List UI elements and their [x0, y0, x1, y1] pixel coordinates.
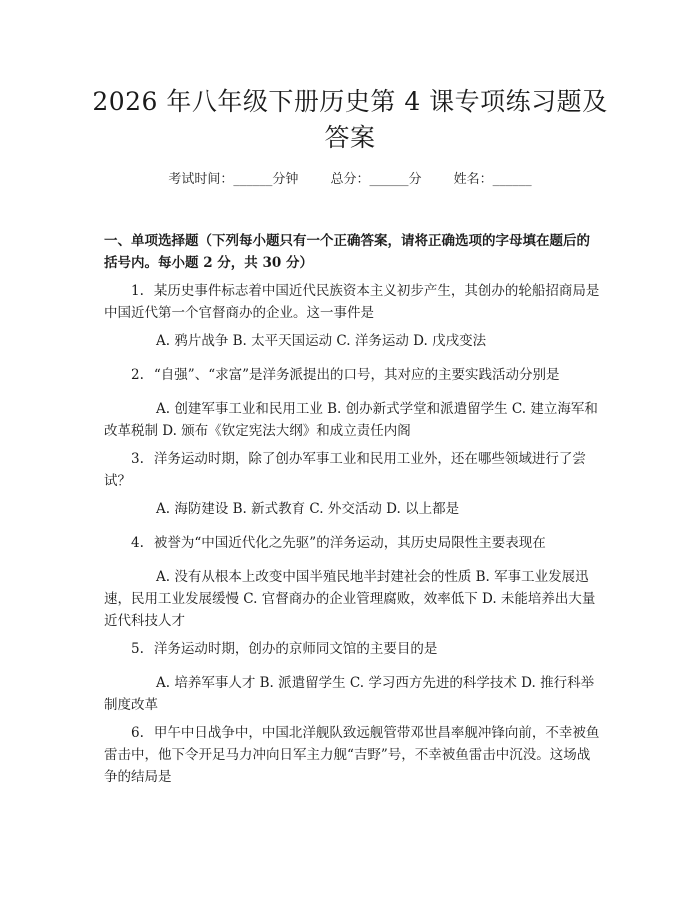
question-4 [104, 532, 600, 554]
question-2 [104, 364, 600, 386]
question-number: 6. [131, 725, 144, 741]
question-4-options: A. 没有从根本上改变中国半殖民地半封建社会的性质 B. 军事工业发展迅速，民用工业发展缓慢 C. 官督商办的企业管理腐败，效率低下 D. 未能培养出大量近代科技人才 [104, 569, 596, 629]
question-text: 洋务运动时期，创办的京师同文馆的主要目的是 [153, 641, 438, 657]
question-6 [104, 722, 600, 788]
question-2-options: A. 创建军事工业和民用工业 B. 创办新式学堂和派遣留学生 C. 建立海军和改革税制 D. 颁布《钦定宪法大纲》和成立责任内阁 [104, 401, 598, 439]
exam-info [0, 168, 700, 187]
question-text: 某历史事件标志着中国近代民族资本主义初步产生，其创办的轮船招商局是中国近代第一个官督商办的企业。这一事件是 [104, 283, 600, 321]
question-number: 5. [131, 641, 144, 657]
section-heading: 一、单项选择题（下列每小题只有一个正确答案，请将正确选项的字母填在题后的括号内。每小题 2 分，共 30 分） [104, 233, 590, 271]
question-number: 3. [131, 451, 144, 467]
question-text: 洋务运动时期，除了创办军事工业和民用工业外，还在哪些领域进行了尝试？ [104, 451, 586, 489]
question-5-options: A. 培养军事人才 B. 派遣留学生 C. 学习西方先进的科学技术 D. 推行科举制度改革 [104, 675, 595, 713]
exam-score: 总分：______分 [330, 172, 422, 187]
document-title: 2026 年八年级下册历史第 4 课专项练习题及答案 [92, 87, 608, 152]
question-3-options: A. 海防建设 B. 新式教育 C. 外交活动 D. 以上都是 [156, 501, 460, 517]
question-1 [104, 280, 600, 324]
exam-time: 考试时间：______分钟 [168, 172, 299, 187]
question-text: “自强”、“求富”是洋务派提出的口号，其对应的主要实践活动分别是 [153, 367, 560, 383]
question-number: 2. [131, 367, 144, 383]
question-1-options: A. 鸦片战争 B. 太平天国运动 C. 洋务运动 D. 戊戌变法 [156, 333, 487, 349]
question-text: 甲午中日战争中，中国北洋舰队致远舰管带邓世昌率舰冲锋向前，不幸被鱼雷击中，他下令开足马力冲向日军主力舰“吉野”号，不幸被鱼雷击中沉没。这场战争的结局是 [104, 725, 600, 785]
question-number: 1. [131, 283, 144, 299]
exam-name: 姓名：______ [453, 172, 532, 187]
question-number: 4. [131, 535, 144, 551]
question-3 [104, 448, 600, 492]
question-5 [104, 638, 600, 660]
question-text: 被誉为“中国近代化之先驱”的洋务运动，其历史局限性主要表现在 [153, 535, 546, 551]
